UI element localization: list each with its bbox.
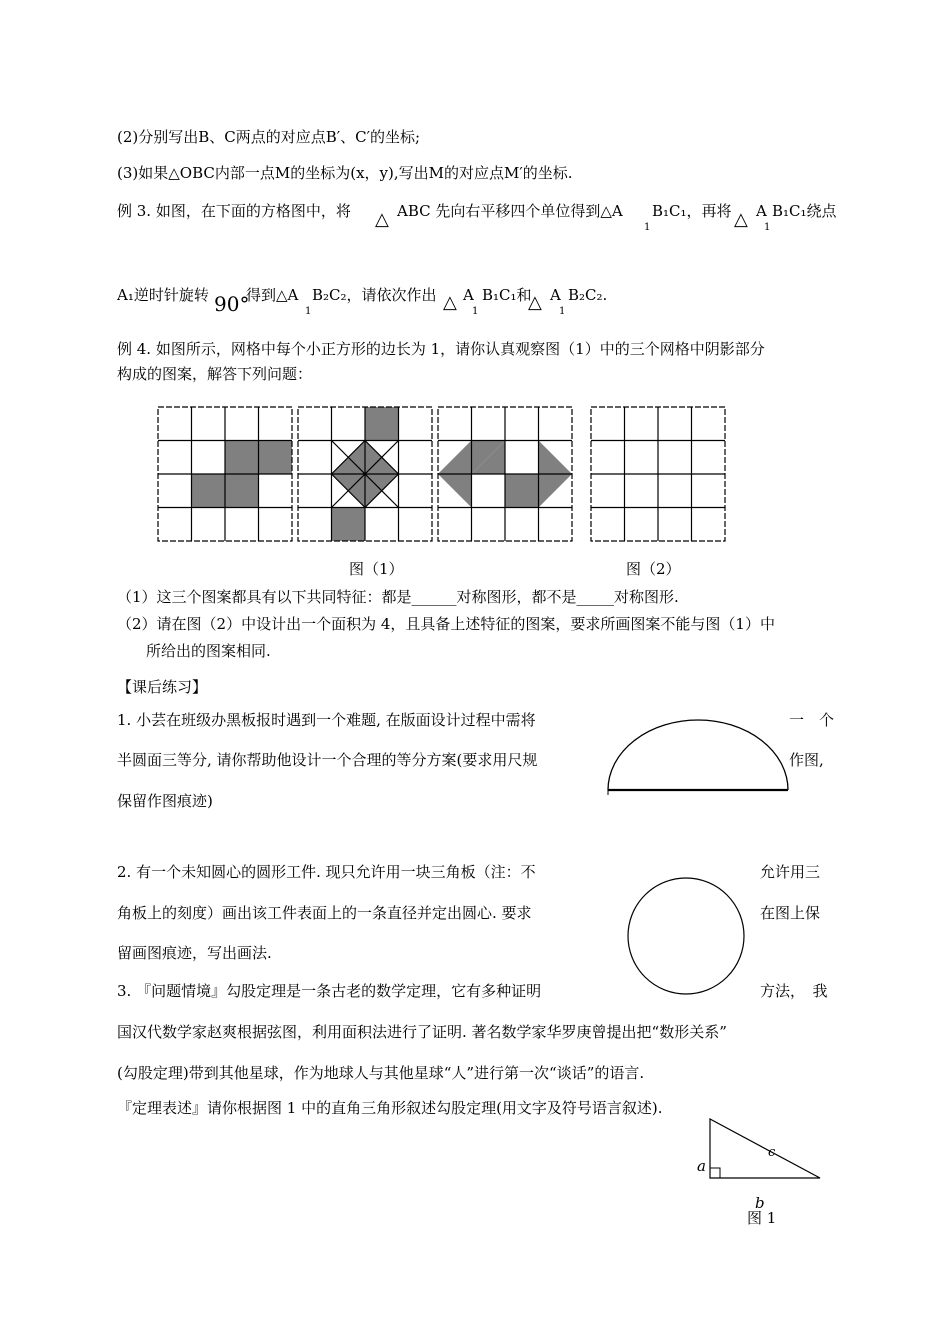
grid-1-cell-shaded	[192, 474, 226, 508]
grid-1-cell-shaded	[225, 441, 259, 475]
problem2-text-c: 角板上的刻度）画出该工件表面上的一条直径并定出圆心. 要求	[117, 904, 532, 922]
problem3-text-b: 方法， 我	[760, 982, 828, 1000]
triangle-symbol: △	[443, 292, 457, 313]
example3-text-2a: A₁逆时针旋转	[117, 286, 209, 304]
grid-2	[298, 407, 432, 541]
side-a-label: a	[697, 1157, 706, 1175]
side-c-label: c	[768, 1145, 776, 1160]
figure-2-caption: 图（2）	[626, 560, 681, 578]
triangle-symbol: △	[734, 209, 748, 230]
example3-text-2g: A	[550, 286, 561, 304]
grid-3	[438, 407, 572, 541]
example3-text-2h: B₂C₂.	[568, 286, 608, 304]
grid-3-left-upper	[438, 441, 472, 475]
problem2-text-d: 在图上保	[760, 904, 821, 922]
example3-text-e: B₁C₁绕点	[772, 202, 837, 220]
grid-1-cell-shaded	[259, 441, 293, 475]
grid-3-right-shape	[539, 441, 573, 475]
grid-4-blank	[591, 407, 725, 541]
problem1-text-a: 1. 小芸在班级办黑板报时遇到一个难题, 在版面设计过程中需将	[117, 711, 536, 729]
example3-subscript: 1	[472, 306, 479, 317]
grid-2-cell-shaded	[332, 508, 366, 542]
problem1-text-e: 保留作图痕迹)	[117, 792, 213, 810]
example4-question-1: （1）这三个图案都具有以下共同特征：都是______对称图形，都不是_____对称图形.	[117, 588, 679, 606]
grid-figures	[0, 0, 950, 560]
homework-heading: 【课后练习】	[117, 678, 208, 696]
example3-text-2e: A	[463, 286, 474, 304]
example3-subscript: 1	[559, 306, 566, 317]
problem1-text-b: 一 个	[789, 711, 835, 729]
example3-text-2f: B₁C₁和	[482, 286, 532, 304]
triangle-symbol: △	[375, 209, 389, 230]
side-b-label: b	[755, 1194, 765, 1212]
example4-question-2a: （2）请在图（2）中设计出一个面积为 4，且具备上述特征的图案，要求所画图案不能与图（1）中	[117, 615, 775, 633]
problem1-text-d: 作图,	[789, 751, 824, 769]
example4-text-2: 构成的图案，解答下列问题：	[117, 365, 313, 383]
grid-3-left-lower	[438, 474, 472, 508]
triangle-symbol: △	[528, 292, 542, 313]
example3-text-c: B₁C₁，再将	[652, 202, 732, 220]
problem2-text-e: 留画图痕迹，写出画法.	[117, 944, 272, 962]
problem3-text-e: 『定理表述』请你根据图 1 中的直角三角形叙述勾股定理(用文字及符号语言叙述).	[117, 1099, 663, 1117]
problem2-text-a: 2. 有一个未知圆心的圆形工件. 现只允许用一块三角板（注：不	[117, 863, 536, 881]
problem1-text-c: 半圆面三等分, 请你帮助他设计一个合理的等分方案(要求用尺规	[117, 751, 538, 769]
example3-subscript: 1	[644, 222, 651, 233]
figure-1-caption: 图（1）	[349, 560, 404, 578]
example3-subscript: 1	[764, 222, 771, 233]
grid-3-right-lower	[539, 474, 573, 508]
example4-question-2b: 所给出的图案相同.	[146, 642, 271, 660]
example4-text-1: 例 4. 如图所示，网格中每个小正方形的边长为 1，请你认真观察图（1）中的三个网格中阴影部分	[117, 340, 765, 358]
example3-subscript: 1	[305, 306, 312, 317]
grid-1-cell-shaded	[225, 474, 259, 508]
example3-text-2d: B₂C₂，请依次作出	[312, 286, 437, 304]
grid-1	[158, 407, 292, 541]
problem3-text-c: 国汉代数学家赵爽根据弦图，利用面积法进行了证明. 著名数学家华罗庚曾提出把“数形关系”	[117, 1023, 727, 1041]
question-3: (3)如果△OBC内部一点M的坐标为(x，y),写出M的对应点M′的坐标.	[117, 164, 573, 182]
example3-text-2c: 得到△A	[246, 286, 299, 304]
circle-figure	[615, 876, 765, 1026]
problem3-text-a: 3. 『问题情境』勾股定理是一条古老的数学定理，它有多种证明	[117, 982, 542, 1000]
example3-text-d: A	[756, 202, 767, 220]
semicircle-figure	[600, 710, 800, 810]
problem3-text-d: (勾股定理)带到其他星球，作为地球人与其他星球“人”进行第一次“谈话”的语言.	[117, 1064, 645, 1082]
grid-2-cell-shaded	[365, 407, 399, 441]
question-2: (2)分别写出B、C两点的对应点B′、C′的坐标;	[117, 128, 421, 146]
example3-angle: 90°	[214, 292, 250, 316]
problem2-text-b: 允许用三	[760, 863, 821, 881]
example3-text-a: 例 3. 如图，在下面的方格图中，将	[117, 202, 351, 220]
example3-text-b: ABC 先向右平移四个单位得到△A	[397, 202, 623, 220]
triangle-caption: 图 1	[747, 1209, 777, 1227]
grid-3-cell-shaded	[505, 474, 539, 508]
